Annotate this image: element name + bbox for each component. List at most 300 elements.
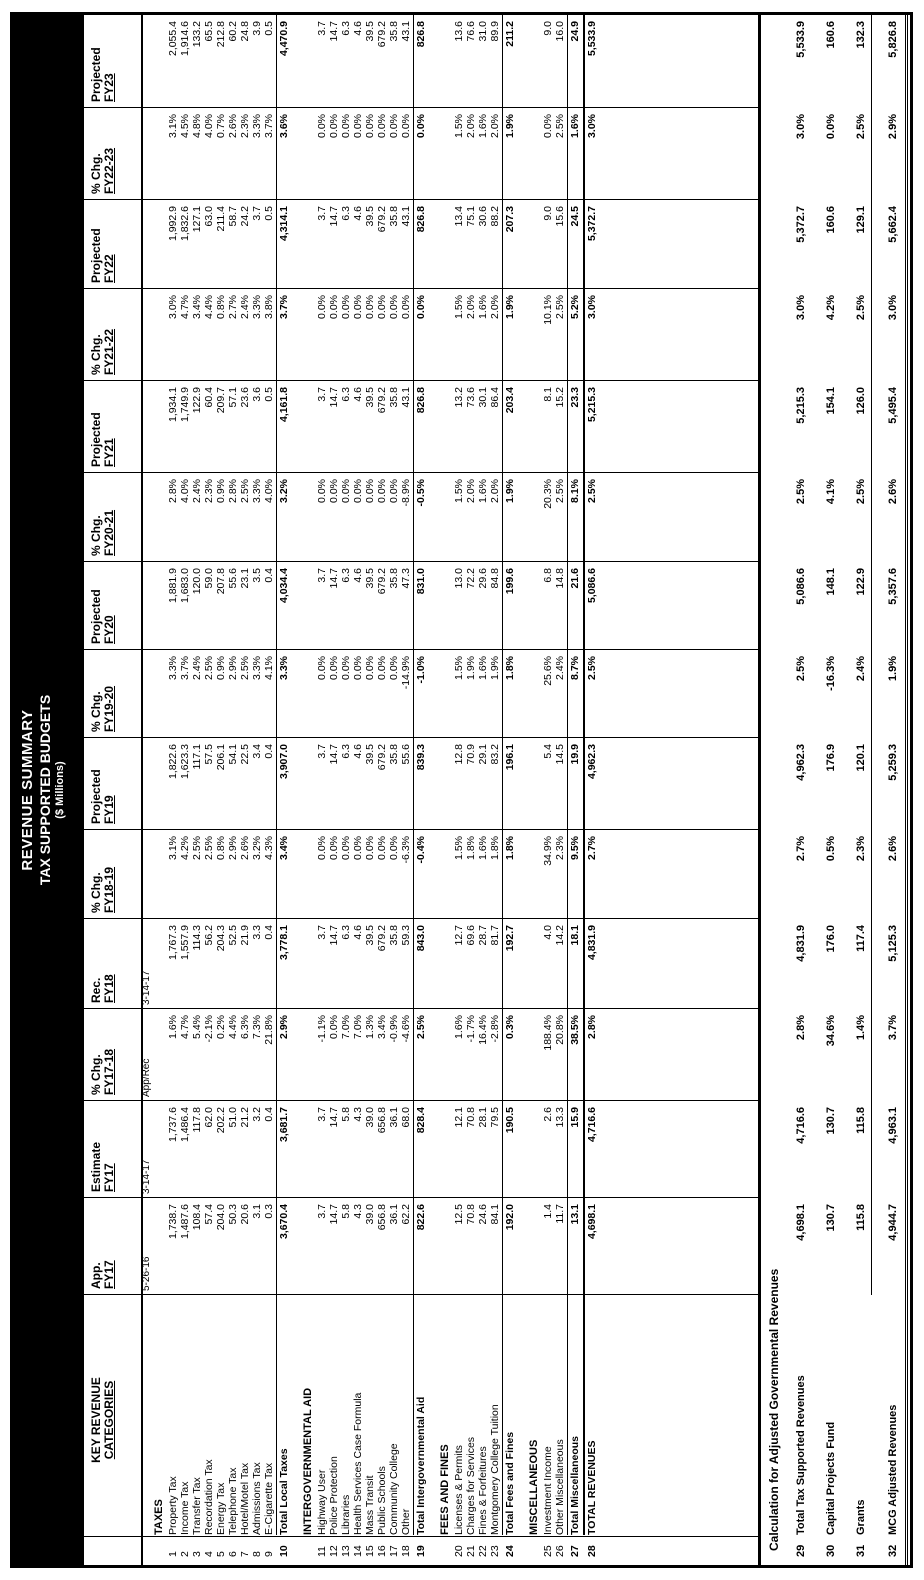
cell-value: -1.1%: [316, 1015, 328, 1043]
cell-value: 4.4%: [227, 1015, 239, 1039]
cell-value: 132.3: [855, 21, 867, 49]
cell-value: 0.0%: [352, 836, 364, 860]
cell-value: 133.2: [191, 21, 203, 48]
cell-value: 679.2: [376, 925, 388, 952]
header-col-line: FY23: [102, 73, 116, 102]
cell-value: 127.1: [191, 206, 203, 233]
cell-value: 3.7: [251, 206, 263, 221]
column-rule: [84, 1536, 141, 1537]
cell-value: 188.4%: [542, 1015, 554, 1051]
cell-value: 5,826.8: [887, 21, 899, 58]
cell-value: 47.3: [400, 568, 412, 589]
line-number: 17: [388, 1545, 400, 1557]
cell-value: 52.5: [227, 925, 239, 946]
column-rule: [84, 918, 141, 919]
cell-value: 3.7%: [263, 114, 275, 138]
cell-value: 69.6: [465, 925, 477, 946]
cell-value: 84.8: [489, 568, 501, 589]
header-col-line: % Chg.: [89, 153, 103, 194]
column-rule: [84, 288, 141, 289]
cell-value: 2.5%: [239, 479, 251, 503]
cell-value: 0.0%: [316, 656, 328, 680]
cell-value: 2.7%: [586, 836, 598, 860]
cell-value: 196.1: [504, 744, 516, 771]
cell-value: 0.0%: [364, 836, 376, 860]
cell-value: 70.9: [465, 744, 477, 765]
column-rule: [84, 1294, 141, 1295]
cell-value: 3.7%: [278, 295, 290, 319]
cell-value: 43.1: [400, 21, 412, 42]
cell-value: 3,907.0: [278, 744, 290, 780]
header-col-5: [90, 732, 116, 830]
cell-value: 2.5%: [855, 295, 867, 321]
cell-value: -1.0%: [415, 656, 427, 684]
subtotal-rule: [276, 15, 277, 1535]
cell-value: 1.6%: [477, 479, 489, 503]
cell-value: 0.5: [263, 206, 275, 221]
header-col-3: [90, 913, 116, 1009]
revenue-table: [141, 15, 758, 1565]
cell-value: 2.3%: [203, 479, 215, 503]
cell-value: 122.9: [191, 387, 203, 414]
cell-value: 0.7%: [215, 114, 227, 138]
cell-value: 2.5%: [203, 656, 215, 680]
total-row: [415, 15, 427, 1565]
cell-value: 54.1: [227, 744, 239, 765]
cell-value: 207.3: [504, 206, 516, 233]
cell-value: 12.7: [453, 925, 465, 946]
cell-value: 0.0%: [400, 295, 412, 319]
cell-value: 1.4: [542, 1204, 554, 1219]
cell-value: 1,832.6: [179, 206, 191, 242]
cell-value: 5,662.4: [887, 206, 899, 243]
cell-value: 1.5%: [453, 479, 465, 503]
cell-value: 14.7: [328, 21, 340, 42]
cell-value: 3,681.7: [278, 1107, 290, 1143]
cell-value: 15.6: [554, 206, 566, 227]
header-col-line: FY19-20: [102, 685, 116, 732]
cell-value: 70.8: [465, 1204, 477, 1225]
line-number: 16: [376, 1545, 388, 1557]
cell-value: 15.9: [569, 1107, 581, 1128]
line-number: 24: [504, 1545, 516, 1557]
line-number: 1: [167, 1551, 179, 1557]
cell-value: 1,992.9: [167, 206, 179, 242]
table-row: [364, 15, 376, 1565]
header-col-line: FY18-19: [102, 866, 116, 913]
table-row: [328, 15, 340, 1565]
cell-value: 79.5: [489, 1107, 501, 1128]
cell-value: 8.7%: [569, 656, 581, 680]
line-number: 9: [263, 1551, 275, 1557]
cell-value: 14.8: [554, 568, 566, 589]
cell-value: 0.0%: [340, 836, 352, 860]
cell-value: 1,749.9: [179, 387, 191, 423]
cell-value: 58.7: [227, 206, 239, 227]
cell-value: 3.7: [316, 744, 328, 759]
cell-value: 0.0%: [328, 656, 340, 680]
cell-value: 0.0%: [376, 656, 388, 680]
cell-value: 6.3%: [239, 1015, 251, 1039]
cell-value: 202.2: [215, 1107, 227, 1134]
category-label: MCG Adjusted Revenues: [887, 1404, 899, 1535]
cell-value: 0.4: [263, 1107, 275, 1122]
cell-value: 10.1%: [542, 295, 554, 325]
cell-value: 1,683.0: [179, 568, 191, 604]
cell-value: 2.0%: [465, 479, 477, 503]
cell-value: 6.3: [340, 387, 352, 402]
line-number: 20: [453, 1545, 465, 1557]
cell-value: 1,486.4: [179, 1107, 191, 1143]
cell-value: 2.4%: [855, 656, 867, 682]
cell-value: 826.8: [415, 21, 427, 48]
header-col-line: FY18: [102, 974, 116, 1003]
header-categories-line: KEY REVENUE: [89, 1377, 103, 1463]
line-number: 12: [328, 1545, 340, 1557]
line-number: 14: [352, 1545, 364, 1557]
cell-value: 59.0: [203, 568, 215, 589]
cell-value: 4.2%: [179, 836, 191, 860]
cell-value: 120.0: [191, 568, 203, 595]
cell-value: 3.1%: [167, 114, 179, 138]
header-col-line: Projected: [89, 769, 103, 824]
cell-value: 1.5%: [453, 836, 465, 860]
cell-value: 60.4: [203, 387, 215, 408]
header-col-11: [90, 194, 116, 289]
cell-value: 23.3: [569, 387, 581, 408]
header-col-line: Projected: [89, 412, 103, 467]
table-row: [554, 15, 566, 1565]
header-col-8: [90, 467, 116, 562]
section-heading: MISCELLANEOUS: [528, 1439, 540, 1535]
cell-value: 117.4: [855, 925, 867, 952]
cell-value: 60.2: [227, 21, 239, 42]
cell-value: 115.8: [855, 1204, 867, 1231]
cell-value: 16.4%: [477, 1015, 489, 1045]
table-row: [191, 15, 203, 1565]
cell-value: 3.3: [251, 925, 263, 940]
cell-value: 190.5: [504, 1107, 516, 1134]
table-row: [376, 15, 388, 1565]
cell-value: 3.0%: [795, 114, 807, 140]
cell-value: 36.1: [388, 1204, 400, 1225]
line-number: 29: [795, 1544, 807, 1557]
calc-row: [855, 15, 869, 1565]
cell-value: 3.1: [251, 1204, 263, 1219]
header-col-line: FY17: [102, 1260, 116, 1289]
category-label: Total Miscellaneous: [569, 1436, 581, 1535]
cell-value: -2.1%: [203, 1015, 215, 1043]
header-col-2: [90, 1003, 116, 1101]
cell-value: 4.0: [542, 925, 554, 940]
cell-value: 176.9: [825, 744, 837, 772]
cell-value: 0.0%: [364, 114, 376, 138]
cell-value: 4.4%: [203, 295, 215, 319]
cell-value: 55.6: [227, 568, 239, 589]
cell-value: 2.0%: [465, 114, 477, 138]
cell-value: 2.5%: [191, 836, 203, 860]
cell-value: 656.8: [376, 1107, 388, 1134]
cell-value: 4,963.1: [887, 1107, 899, 1144]
cell-value: 39.5: [364, 387, 376, 408]
header-col-line: % Chg.: [89, 334, 103, 375]
cell-value: 0.0%: [825, 114, 837, 140]
cell-value: 39.5: [364, 925, 376, 946]
cell-value: 55.6: [400, 744, 412, 765]
cell-value: 192.7: [504, 925, 516, 952]
cell-value: 2.8%: [795, 1015, 807, 1041]
cell-value: 4.8%: [191, 114, 203, 138]
cell-value: 0.0%: [328, 1015, 340, 1039]
category-label: Total Fees and Fines: [504, 1431, 516, 1535]
cell-value: 1.8%: [504, 836, 516, 860]
cell-value: 4,962.3: [586, 744, 598, 780]
report-title: REVENUE SUMMARY: [19, 709, 36, 871]
cell-value: 1.6%: [167, 1015, 179, 1039]
cell-value: 5,533.9: [586, 21, 598, 57]
cell-value: 8.1%: [569, 479, 581, 503]
cell-value: 34.9%: [542, 836, 554, 866]
cell-value: 4.3: [352, 1107, 364, 1122]
column-rule: [84, 199, 141, 200]
cell-value: 148.1: [825, 568, 837, 596]
cell-value: 115.8: [855, 1107, 867, 1134]
cell-value: 81.7: [489, 925, 501, 946]
cell-value: 65.5: [203, 21, 215, 42]
cell-value: 3.9: [251, 21, 263, 36]
cell-value: 70.8: [465, 1107, 477, 1128]
category-label: Investment Income: [542, 1446, 554, 1535]
cell-value: 212.8: [215, 21, 227, 48]
cell-value: 2.5%: [586, 479, 598, 503]
cell-value: 4,716.6: [795, 1107, 807, 1144]
cell-value: 14.7: [328, 1204, 340, 1225]
cell-value: 75.1: [465, 206, 477, 227]
cell-value: 3.3%: [251, 656, 263, 680]
cell-value: 2.5%: [586, 656, 598, 680]
header-categories: [90, 1305, 116, 1535]
cell-value: 2.0%: [489, 479, 501, 503]
cell-value: 7.3%: [251, 1015, 263, 1039]
cell-value: 2.4%: [191, 656, 203, 680]
cell-value: 2.3%: [855, 836, 867, 862]
header-col-line: Estimate: [89, 1141, 103, 1192]
cell-value: 3.6%: [278, 114, 290, 138]
cell-value: 1.8%: [504, 656, 516, 680]
cell-value: 3.2: [251, 1107, 263, 1122]
cell-value: 0.0%: [376, 114, 388, 138]
cell-value: 1.8%: [465, 836, 477, 860]
cell-value: 3.3%: [251, 114, 263, 138]
cell-value: 63.0: [203, 206, 215, 227]
category-label: Mass Transit: [364, 1475, 376, 1535]
cell-value: 2.5%: [855, 114, 867, 140]
cell-value: 4,716.6: [586, 1107, 598, 1143]
column-rule: [84, 1008, 141, 1009]
category-label: Recordation Tax: [203, 1459, 215, 1535]
cell-value: 176.0: [825, 925, 837, 953]
cell-value: 3.7: [316, 1107, 328, 1122]
header-col-10: [90, 283, 116, 381]
cell-value: -2.8%: [489, 1015, 501, 1043]
cell-value: 0.0%: [328, 295, 340, 319]
cell-value: -14.9%: [400, 656, 412, 690]
total-row: [278, 15, 290, 1565]
header-col-line: FY21-22: [102, 328, 116, 375]
cell-value: 2.5%: [855, 479, 867, 505]
line-number: 31: [855, 1544, 867, 1557]
cell-value: 4.6: [352, 568, 364, 583]
cell-value: 2.7%: [795, 836, 807, 862]
cell-value: 3.7: [316, 925, 328, 940]
cell-value: 0.5%: [825, 836, 837, 862]
cell-value: 3.1%: [167, 836, 179, 860]
cell-value: 4.7%: [179, 295, 191, 319]
cell-value: 4,698.1: [586, 1204, 598, 1240]
cell-value: 2.6%: [239, 836, 251, 860]
column-header: [84, 15, 143, 1565]
cell-value: 16.0: [554, 21, 566, 42]
calc-row: [795, 15, 809, 1565]
cell-value: 19.9: [569, 744, 581, 765]
cell-value: 6.3: [340, 744, 352, 759]
calc-row: [825, 15, 839, 1565]
category-label: Telephone Tax: [227, 1467, 239, 1535]
cell-value: 1,934.1: [167, 387, 179, 423]
cell-value: 4.6: [352, 387, 364, 402]
source-date: 5-26-16: [141, 1256, 152, 1291]
cell-value: 5,215.3: [586, 387, 598, 423]
cell-value: 1.5%: [453, 295, 465, 319]
header-col-1: [90, 1095, 116, 1198]
header-col-line: FY20: [102, 615, 116, 644]
cell-value: 21.9: [239, 925, 251, 946]
cell-value: 14.7: [328, 568, 340, 589]
header-col-7: [90, 556, 116, 650]
cell-value: 39.0: [364, 1107, 376, 1128]
table-row: [215, 15, 227, 1565]
table-row: [251, 15, 263, 1565]
header-col-line: % Chg.: [89, 691, 103, 732]
cell-value: 29.1: [477, 744, 489, 765]
cell-value: -4.6%: [400, 1015, 412, 1043]
column-rule: [84, 829, 141, 830]
line-number: 10: [278, 1545, 290, 1557]
table-row: [453, 15, 465, 1565]
cell-value: 4.0%: [179, 479, 191, 503]
cell-value: 0.0%: [352, 295, 364, 319]
cell-value: 12.1: [453, 1107, 465, 1128]
category-label: Total Intergovernmental Aid: [415, 1396, 427, 1535]
header-col-6: [90, 644, 116, 738]
category-label: Energy Tax: [215, 1482, 227, 1535]
cell-value: 2.8%: [227, 479, 239, 503]
header-categories-line: CATEGORIES: [102, 1380, 116, 1460]
calc-rule: [871, 15, 872, 1295]
cell-value: 2.9%: [227, 656, 239, 680]
cell-value: 0.0%: [352, 656, 364, 680]
cell-value: 13.6: [453, 21, 465, 42]
header-col-line: App.: [89, 1262, 103, 1289]
report-subtitle: TAX SUPPORTED BUDGETS: [37, 694, 53, 886]
cell-value: 3.3%: [278, 656, 290, 680]
category-label: Libraries: [340, 1494, 352, 1535]
cell-value: 4.0%: [203, 114, 215, 138]
line-number: 23: [489, 1545, 501, 1557]
cell-value: 0.0%: [388, 479, 400, 503]
cell-value: 679.2: [376, 21, 388, 48]
table-row: [477, 15, 489, 1565]
total-row: [569, 15, 581, 1565]
cell-value: 43.1: [400, 206, 412, 227]
cell-value: 20.8%: [554, 1015, 566, 1045]
header-col-line: FY17: [102, 1163, 116, 1192]
cell-value: 89.9: [489, 21, 501, 42]
column-rule: [84, 1100, 141, 1101]
cell-value: 86.4: [489, 387, 501, 408]
cell-value: 13.1: [569, 1204, 581, 1225]
cell-value: 2.6%: [887, 836, 899, 862]
category-label: Hotel/Motel Tax: [239, 1462, 251, 1535]
cell-value: 0.0%: [542, 114, 554, 138]
cell-value: 679.2: [376, 387, 388, 414]
category-label: Charges for Services: [465, 1436, 477, 1535]
category-label: Other Miscellaneous: [554, 1439, 566, 1535]
cell-value: 2.3%: [554, 836, 566, 860]
calc-row: [887, 15, 901, 1565]
cell-value: 3.7: [316, 568, 328, 583]
cell-value: 0.0%: [316, 295, 328, 319]
cell-value: 2.5%: [203, 836, 215, 860]
cell-value: 56.2: [203, 925, 215, 946]
cell-value: 1.9%: [887, 656, 899, 682]
cell-value: 35.8: [388, 387, 400, 408]
cell-value: 0.0%: [364, 656, 376, 680]
total-rule: [583, 15, 585, 1535]
cell-value: 3.0%: [167, 295, 179, 319]
cell-value: 14.2: [554, 925, 566, 946]
cell-value: 30.6: [477, 206, 489, 227]
cell-value: 2.4%: [239, 295, 251, 319]
cell-value: 3.0%: [795, 295, 807, 321]
category-label: Total Local Taxes: [278, 1448, 290, 1535]
cell-value: 3.7: [316, 387, 328, 402]
cell-value: 3,670.4: [278, 1204, 290, 1240]
category-label: Admissions Tax: [251, 1462, 263, 1535]
cell-value: 114.3: [191, 925, 203, 951]
cell-value: 1.6%: [477, 656, 489, 680]
cell-value: 2,055.4: [167, 21, 179, 57]
cell-value: 38.5%: [569, 1015, 581, 1045]
line-number: 2: [179, 1551, 191, 1557]
cell-value: 204.3: [215, 925, 227, 952]
cell-value: 1.6%: [477, 295, 489, 319]
cell-value: 122.9: [855, 568, 867, 596]
cell-value: 57.1: [227, 387, 239, 408]
line-number: 27: [569, 1545, 581, 1557]
cell-value: 3.3%: [251, 295, 263, 319]
cell-value: 6.3: [340, 568, 352, 583]
cell-value: 204.0: [215, 1204, 227, 1231]
cell-value: 3.7: [316, 1204, 328, 1219]
cell-value: 13.2: [453, 387, 465, 408]
cell-value: 3.7%: [887, 1015, 899, 1041]
cell-value: 211.4: [215, 206, 227, 232]
cell-value: 88.2: [489, 206, 501, 227]
source-date: 3-14-17: [141, 970, 152, 1005]
cell-value: 35.8: [388, 568, 400, 589]
cell-value: 35.8: [388, 744, 400, 765]
